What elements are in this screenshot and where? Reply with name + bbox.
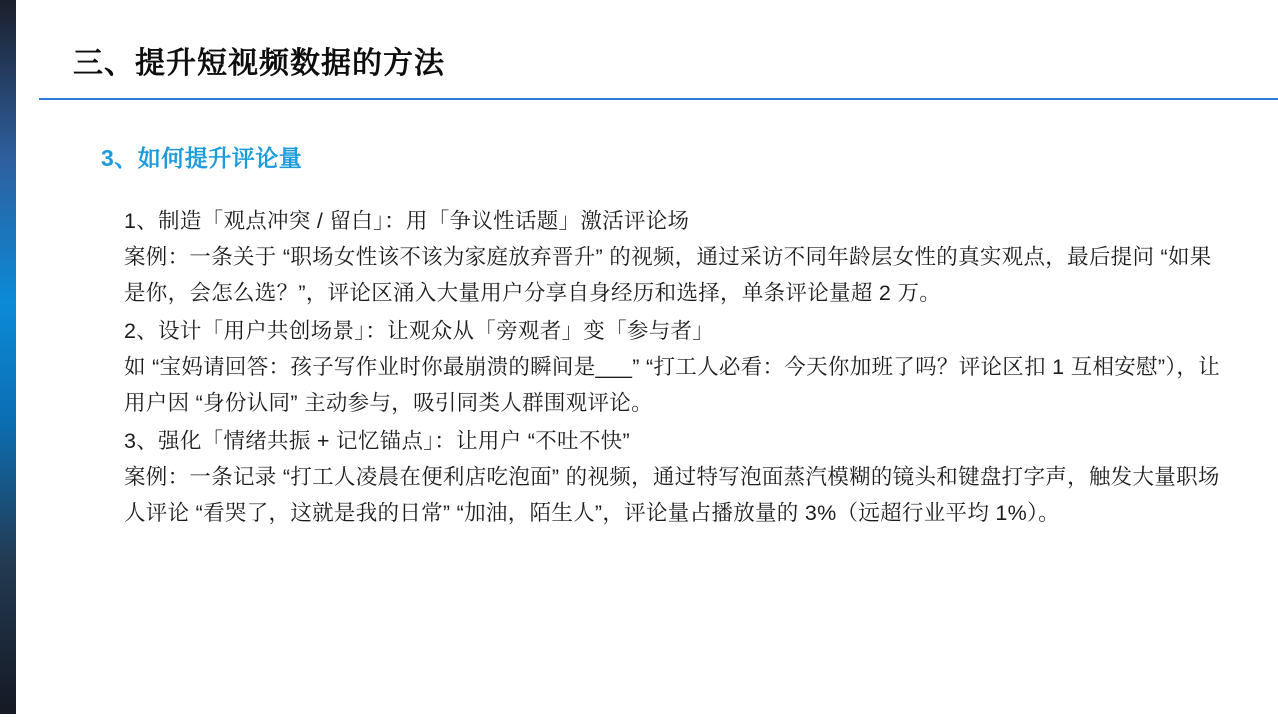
decorative-left-gradient-bar — [0, 0, 16, 720]
slide-bottom-edge — [0, 714, 1278, 720]
slide-content — [21, 0, 1278, 720]
paragraph-6: 案例：一条记录 “打工人凌晨在便利店吃泡面” 的视频，通过特写泡面蒸汽模糊的镜头和键盘打字声，触发大量职场人评论 “看哭了，这就是我的日常” “加油，陌生人”，评论量占播放量的 3%（远超行业平均 1%）。 — [124, 465, 1220, 525]
paragraph-2: 案例：一条关于 “职场女性该不该为家庭放弃晋升” 的视频，通过采访不同年龄层女性的真实观点，最后提问 “如果是你，会怎么选？”，评论区涌入大量用户分享自身经历和选择，单条评论量超 2 万。 — [124, 245, 1212, 305]
paragraph-3: 2、设计「用户共创场景」：让观众从「旁观者」变「参与者」 — [124, 319, 715, 343]
paragraph-5: 3、强化「情绪共振 + 记忆锚点」：让用户 “不吐不快” — [124, 429, 630, 453]
paragraph-1: 1、制造「观点冲突 / 留白」：用「争议性话题」激活评论场 — [124, 209, 690, 233]
paragraph-4: 如 “宝妈请回答：孩子写作业时你最崩溃的瞬间是___” “打工人必看：今天你加班了吗？评论区扣 1 互相安慰”），让用户因 “身份认同” 主动参与，吸引同类人群围观评论。 — [124, 355, 1221, 415]
section-heading: 3、如何提升评论量 — [101, 145, 303, 171]
page-title: 三、提升短视频数据的方法 — [73, 47, 445, 80]
title-divider — [39, 98, 1278, 100]
body-text-block — [124, 203, 1224, 533]
